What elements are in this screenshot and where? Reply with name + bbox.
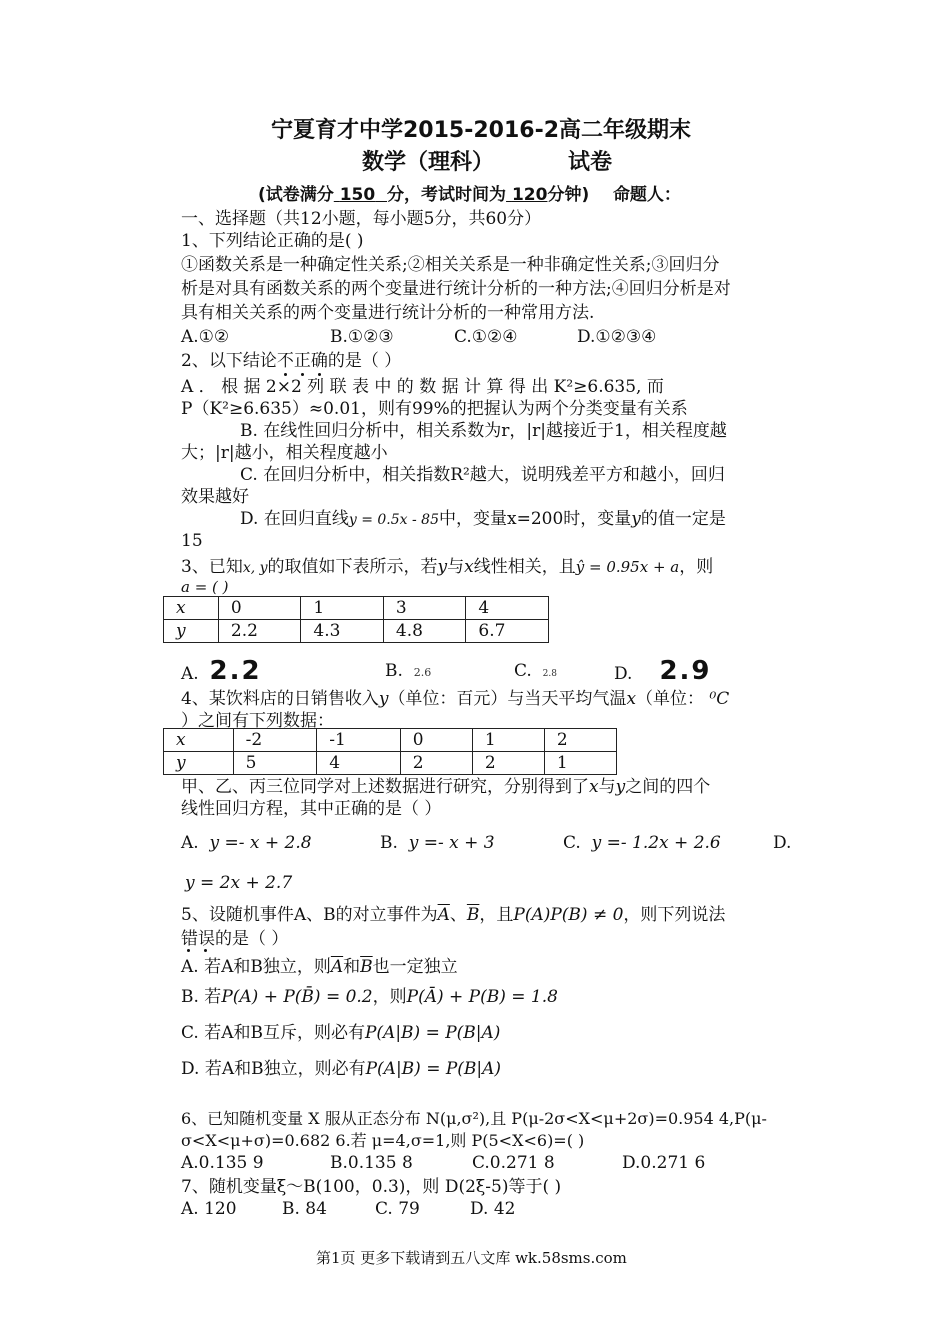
q5-stem-line1: 5、设随机事件A、B的对立事件为$\overline{A}$、$\overline{B}$，且P(A)P(B) ≠ 0，则下列说法 (181, 905, 726, 925)
q7-option-d: D. 42 (470, 1199, 516, 1219)
q4-option-d-equation: y = 2x + 2.7 (185, 873, 293, 893)
q4-table-cell: x (164, 729, 234, 752)
q6-line1: 6、已知随机变量 X 服从正态分布 N(μ,σ²),且 P(μ-2σ<X<μ+2σ)=0.954 4,P(μ- (181, 1109, 767, 1128)
q1-line3: 具有相关关系的两个变量进行统计分析的一种常用方法. (181, 303, 595, 323)
q5-option-a: A. 若A和B独立，则$\overline{A}$和$\overline{B}$也一定独立 (181, 957, 458, 977)
q2-option-b-line1: B. 在线性回归分析中，相关系数为r，|r|越接近于1，相关程度越 (240, 421, 727, 441)
q4-option-a: A. y =- x + 2.8 (181, 833, 312, 853)
q4-table (163, 728, 617, 775)
q4-table-cell: 1 (472, 729, 544, 752)
q4-stem-line1: 4、某饮料店的日销售收入y（单位：百元）与当天平均气温x（单位： ⁰C (181, 689, 730, 709)
q6-option-b: B.0.135 8 (330, 1153, 413, 1173)
q2-option-c-line2: 效果越好 (181, 487, 249, 507)
q3-table-row (164, 597, 549, 620)
q3-option-b: B. 2.6 (385, 661, 432, 681)
q4-table-cell: 4 (317, 752, 401, 775)
q2-stem: 2、以下结论不正确的是（ ） (181, 351, 402, 371)
q2-option-b-line2: 大；|r|越小，相关程度越小 (181, 443, 388, 463)
q4-option-c: C. y =- 1.2x + 2.6 (563, 833, 721, 853)
q5-option-d: D. 若A和B独立，则必有P(A|B) = P(B|A) (181, 1059, 502, 1079)
q6-option-d: D.0.271 6 (622, 1153, 706, 1173)
section-heading: 一、选择题（共12小题，每小题5分，共60分） (181, 209, 542, 229)
q7-option-b: B. 84 (282, 1199, 327, 1219)
q7-option-c: C. 79 (375, 1199, 420, 1219)
q2-option-a-line1: A ． 根 据 2×2 列 联 表 中 的 数 据 计 算 得 出 K²≥6.635, 而 (181, 377, 664, 397)
q3-table-cell: 3 (383, 597, 466, 620)
q3-option-a: A. 2.2 (181, 656, 262, 686)
q1-line1: ①函数关系是一种确定性关系;②相关关系是一种非确定性关系;③回归分 (181, 255, 720, 275)
exam-title: 宁夏育才中学2015-2016-2高二年级期末 (271, 118, 692, 143)
q4-line4: 线性回归方程，其中正确的是（ ） (181, 799, 442, 819)
q4-table-cell: -2 (233, 729, 317, 752)
q5-option-b: B. 若P(A) + P(B̄) = 0.2，则P(Ā) + P(B) = 1.8 (181, 987, 558, 1007)
q3-table (163, 596, 549, 643)
q3-table-cell: 4.3 (301, 620, 384, 643)
q2-option-a-line2: P（K²≥6.635）≈0.01，则有99%的把握认为两个分类变量有关系 (181, 399, 688, 419)
q4-table-cell: 2 (472, 752, 544, 775)
q4-option-d: D. (773, 833, 792, 853)
exam-info: (试卷满分 150 分，考试时间为 120分钟) 命题人： (258, 185, 681, 205)
q3-table-cell: y (164, 620, 219, 643)
q2-option-d-line1: D. 在回归直线y = 0.5x - 85中，变量x=200时，变量y的值一定是 (240, 509, 726, 529)
emphasis-dot (204, 949, 207, 952)
q3-table-cell: 6.7 (466, 620, 549, 643)
q3-stem: 3、已知x, y的取值如下表所示，若y与x线性相关，且ŷ = 0.95x + a，则 (181, 557, 714, 577)
q1-option-d: D.①②③④ (577, 327, 657, 347)
q1-option-c: C.①②④ (454, 327, 518, 347)
q5-stem-line2: 错误的是（ ） (181, 929, 289, 949)
q3-table-cell: 0 (218, 597, 301, 620)
q4-table-cell: -1 (317, 729, 401, 752)
q4-table-cell: 1 (544, 752, 616, 775)
q6-line2: σ<X<μ+σ)=0.682 6.若 μ=4,σ=1,则 P(5<X<6)=( ) (181, 1131, 585, 1150)
q1-option-a: A.①② (181, 327, 230, 347)
q3-option-c: C. 2.8 (514, 661, 557, 681)
q3-table-row (164, 620, 549, 643)
q6-option-a: A.0.135 9 (181, 1153, 264, 1173)
q4-table-cell: 0 (400, 729, 472, 752)
q2-option-c-line1: C. 在回归分析中，相关指数R²越大，说明残差平方和越小，回归 (240, 465, 725, 485)
q1-stem: 1、下列结论正确的是( ) (181, 231, 364, 251)
page-footer: 第1页 更多下载请到五八文库 wk.58sms.com (316, 1249, 627, 1267)
q3-table-cell: x (164, 597, 219, 620)
q3-option-d: D. 2.9 (614, 656, 712, 686)
q3-table-cell: 2.2 (218, 620, 301, 643)
q4-table-row (164, 729, 617, 752)
q4-table-cell: 5 (233, 752, 317, 775)
q3-table-cell: 4.8 (383, 620, 466, 643)
q4-table-cell: 2 (400, 752, 472, 775)
q4-table-cell: 2 (544, 729, 616, 752)
exam-paper-label: 试卷 (568, 150, 613, 175)
q4-stem-line2: ）之间有下列数据： (181, 711, 334, 731)
q4-table-row (164, 752, 617, 775)
q2-option-d-line2: 15 (181, 531, 203, 551)
q7-stem: 7、随机变量ξ～B(100，0.3)，则 D(2ξ-5)等于( ) (181, 1177, 562, 1197)
exam-subject: 数学（理科） (362, 150, 495, 175)
q6-option-c: C.0.271 8 (472, 1153, 555, 1173)
q3-table-cell: 1 (301, 597, 384, 620)
q1-option-b: B.①②③ (330, 327, 394, 347)
q4-line3: 甲、乙、丙三位同学对上述数据进行研究，分别得到了x与y之间的四个 (181, 777, 711, 797)
q4-table-cell: y (164, 752, 234, 775)
q3-table-cell: 4 (466, 597, 549, 620)
q1-line2: 析是对具有函数关系的两个变量进行统计分析的一种方法;④回归分析是对 (181, 279, 731, 299)
q4-option-b: B. y =- x + 3 (380, 833, 495, 853)
q5-option-c: C. 若A和B互斥，则必有P(A|B) = P(B|A) (181, 1023, 501, 1043)
emphasis-dot (187, 949, 190, 952)
q3-stem-line2: a = ( ) (181, 578, 229, 596)
q7-option-a: A. 120 (181, 1199, 237, 1219)
